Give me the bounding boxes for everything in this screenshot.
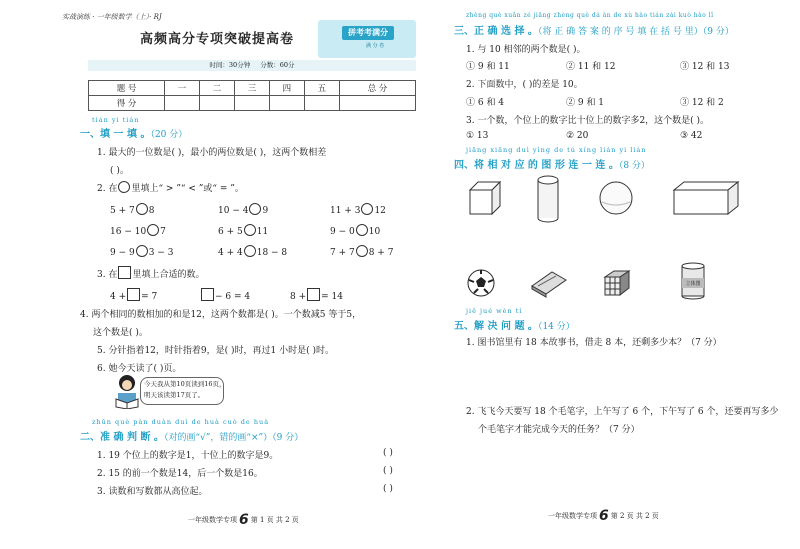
sec5-title: 五、解 决 问 题 。 [454,321,538,332]
option[interactable]: ① 9 和 11 [466,62,510,72]
fill-item [200,288,250,302]
score-cell[interactable] [200,96,235,111]
tin-can-label: 立体图 [685,281,701,287]
cmp-right: 9 [262,206,269,216]
table-cell: 二 [200,81,235,96]
circle-icon [118,181,130,193]
speech-line-1: 今天我从第10页读到16页， [144,380,226,388]
sec2-item-3: 3. 读数和写数都从高位起。 [97,487,208,497]
footer-num: 6 [239,512,249,528]
footer-page: 第 1 页 共 2 页 [250,516,299,524]
judge-paren[interactable]: ( ) [383,484,393,494]
compare-circle[interactable] [244,245,256,257]
pencil-case-icon[interactable] [528,268,568,298]
cmp-left: 9 − 9 [110,248,135,258]
cmp-item [330,245,393,258]
sec3-points: （将 正 确 答 案 的 序 号 填 在 括 号 里）（9 分） [537,27,734,37]
option[interactable]: ② 11 和 12 [566,62,616,72]
sec4-heading [454,156,650,171]
cmp-right: 8 [148,206,155,216]
sec3-title: 三、正 确 选 择 。 [454,26,538,37]
sec5-q2: 2. 飞飞今天要写 18 个毛笔字，上午写了 6 个，下午写了 6 个，还要再写多少 [466,407,779,417]
sec1-q4: 4. 两个相同的数相加的和是12，这两个数都是( )。一个数减5 等于5， [80,310,362,320]
cmp-item [218,203,268,216]
cmp-left: 9 − 0 [330,227,355,237]
table-cell: 得 分 [89,96,165,111]
cmp-left: 7 + 7 [330,248,355,258]
sec5-q1: 1. 图书馆里有 18 本故事书，借走 8 本，还剩多少本？（7 分） [466,338,722,348]
q2-text-b: 里填上“ > ”“ < ”或“ = ”。 [131,184,244,194]
sec1-pinyin: tián yi tián [92,116,140,124]
sec5-pinyin: jiě jué wèn tí [466,307,523,315]
sec5-points: （14 分） [537,322,575,332]
table-cell: 总 分 [339,81,415,96]
judge-paren[interactable]: ( ) [383,448,393,458]
sec2-title: 二、准 确 判 断 。 [80,432,164,443]
compare-circle[interactable] [244,224,256,236]
score-cell[interactable] [339,96,415,111]
cmp-left: 10 − 4 [218,206,249,216]
fill-right: − 6 = 4 [215,292,251,302]
fill-box[interactable] [127,288,140,301]
sec4-pinyin: jiāng xiāng duì yìng de tú xíng lián yi lián [466,146,647,154]
sec1-q6: 6. 她今天读了( )页。 [97,364,182,374]
fill-box[interactable] [307,288,320,301]
cmp-right: 12 [374,206,386,216]
sec1-heading [80,125,187,140]
sec4-title: 四、将 相 对 应 的 图 形 连 一 连 。 [454,160,619,171]
cmp-item [218,224,268,237]
cmp-right: 7 [160,227,166,237]
table-cell: 五 [304,81,339,96]
table-cell: 三 [234,81,269,96]
fill-left: 8 + [290,292,307,302]
girl-reading-illustration [112,373,142,409]
score-label: 分数：60分 [260,61,295,69]
table-cell: 四 [269,81,304,96]
cmp-left: 5 + 7 [110,206,135,216]
option[interactable]: ② 9 和 1 [566,98,605,108]
score-cell[interactable] [304,96,339,111]
compare-circle[interactable] [147,224,159,236]
sec1-q4b: 这个数是( )。 [93,328,148,338]
sec3-q3: 3. 一个数，个位上的数字比十位上的数字多2，这个数是( )。 [466,116,710,126]
tin-can-icon[interactable] [680,262,706,300]
cmp-item [110,224,166,237]
cmp-right: 8 + 7 [368,248,394,258]
footer-left [188,512,299,528]
cmp-right: 3 − 3 [148,248,174,258]
compare-circle[interactable] [356,224,368,236]
cmp-left: 4 + 4 [218,248,243,258]
footer-label: 一年级数学专项 [548,512,597,520]
square-icon [118,266,131,279]
rubiks-cube-icon[interactable] [602,268,632,298]
q3-text: 3. 在 [97,270,118,280]
compare-circle[interactable] [361,203,373,215]
table-cell: 一 [165,81,200,96]
score-cell[interactable] [165,96,200,111]
cmp-right: 10 [368,227,381,237]
cmp-left: 11 + 3 [330,206,361,216]
sec1-q5: 5. 分针指着12，时针指着9，是( )时，再过1 小时是( )时。 [97,346,334,356]
cmp-item [330,203,386,216]
score-cell[interactable] [234,96,269,111]
table-cell: 题 号 [89,81,165,96]
badge-subtext: 满 分 卷 [366,43,385,49]
footer-label: 一年级数学专项 [188,516,237,524]
sec1-q1b: ( )。 [110,166,129,176]
option[interactable]: ③ 12 和 2 [680,98,724,108]
footer-right [548,508,659,524]
sec3-q2: 2. 下面数中，( )的差是 10。 [466,80,583,90]
sec3-heading [454,22,734,37]
option[interactable]: ① 13 [466,131,489,141]
full-score-badge [318,20,416,58]
sec1-q3 [97,266,204,280]
sec2-pinyin: zhǔn què pàn duàn duì de huà cuò de huà [92,418,270,426]
footer-num: 6 [599,508,609,524]
option[interactable]: ① 6 和 4 [466,98,505,108]
sec1-title: 一、填 一 填 。 [80,129,151,140]
cmp-item [110,245,173,258]
q3-text-b: 里填上合适的数。 [132,270,205,280]
cylinder-shape[interactable] [536,175,560,225]
badge-text: 拼考考满分 [342,26,394,40]
judge-paren[interactable]: ( ) [383,466,393,476]
sec5-heading [454,317,575,332]
cuboid-shape[interactable] [672,180,742,216]
footer-page: 第 2 页 共 2 页 [610,512,659,520]
speech-line-2: 明天该读第17页了。 [144,391,205,399]
fill-item [110,288,157,302]
q2-text: 2. 在 [97,184,118,194]
sec1-points: （20 分） [150,130,188,140]
cmp-left: 16 − 10 [110,227,147,237]
cmp-item [218,245,287,258]
fill-right: = 7 [141,292,158,302]
soccer-ball-icon[interactable] [466,268,496,298]
compare-circle[interactable] [136,245,148,257]
cmp-item [110,203,154,216]
sec2-heading [80,428,303,443]
sec1-q1: 1. 最大的一位数是( )，最小的两位数是( )，这两个数相差 [97,148,327,158]
option[interactable]: ③ 12 和 13 [680,62,730,72]
cmp-left: 6 + 5 [218,227,243,237]
cmp-item [330,224,380,237]
time-label: 时间：30分钟 [209,61,251,69]
compare-circle[interactable] [249,203,261,215]
score-table [88,80,416,111]
series-label: 实战演练 · 一年级数学（上）· RJ [62,13,162,21]
cube-shape[interactable] [466,180,502,216]
sec4-points: （8 分） [618,161,650,171]
fill-left: 4 + [110,292,127,302]
fill-right: = 14 [321,292,343,302]
info-bar [88,60,416,71]
fill-item [290,288,343,302]
option[interactable]: ③ 42 [680,131,703,141]
sec2-item-2: 2. 15 的前一个数是14，后一个数是16。 [97,469,263,479]
sec3-q1: 1. 与 10 相邻的两个数是( )。 [466,45,586,55]
speech-bubble [140,377,224,405]
score-table-header-row [89,81,416,96]
option[interactable]: ② 20 [566,131,589,141]
sec1-q2 [97,181,244,194]
score-cell[interactable] [269,96,304,111]
sec2-points: （对的画“√”，错的画“×”）（9 分） [163,433,304,443]
cmp-right: 18 − 8 [256,248,288,258]
page-title: 高频高分专项突破提高卷 [140,32,295,47]
compare-circle[interactable] [136,203,148,215]
sphere-shape[interactable] [598,180,634,216]
sec2-item-1: 1. 19 个位上的数字是1，十位上的数字是9。 [97,451,279,461]
cmp-right: 11 [256,227,269,237]
sec3-pinyin: zhèng què xuǎn zé jiāng zhèng què dá àn de xù hào tián zài kuò hào lǐ [466,12,714,19]
score-table-score-row [89,96,416,111]
fill-box[interactable] [201,288,214,301]
sec5-q2b: 个毛笔字才能完成今天的任务？（7 分） [478,425,640,435]
compare-circle[interactable] [356,245,368,257]
